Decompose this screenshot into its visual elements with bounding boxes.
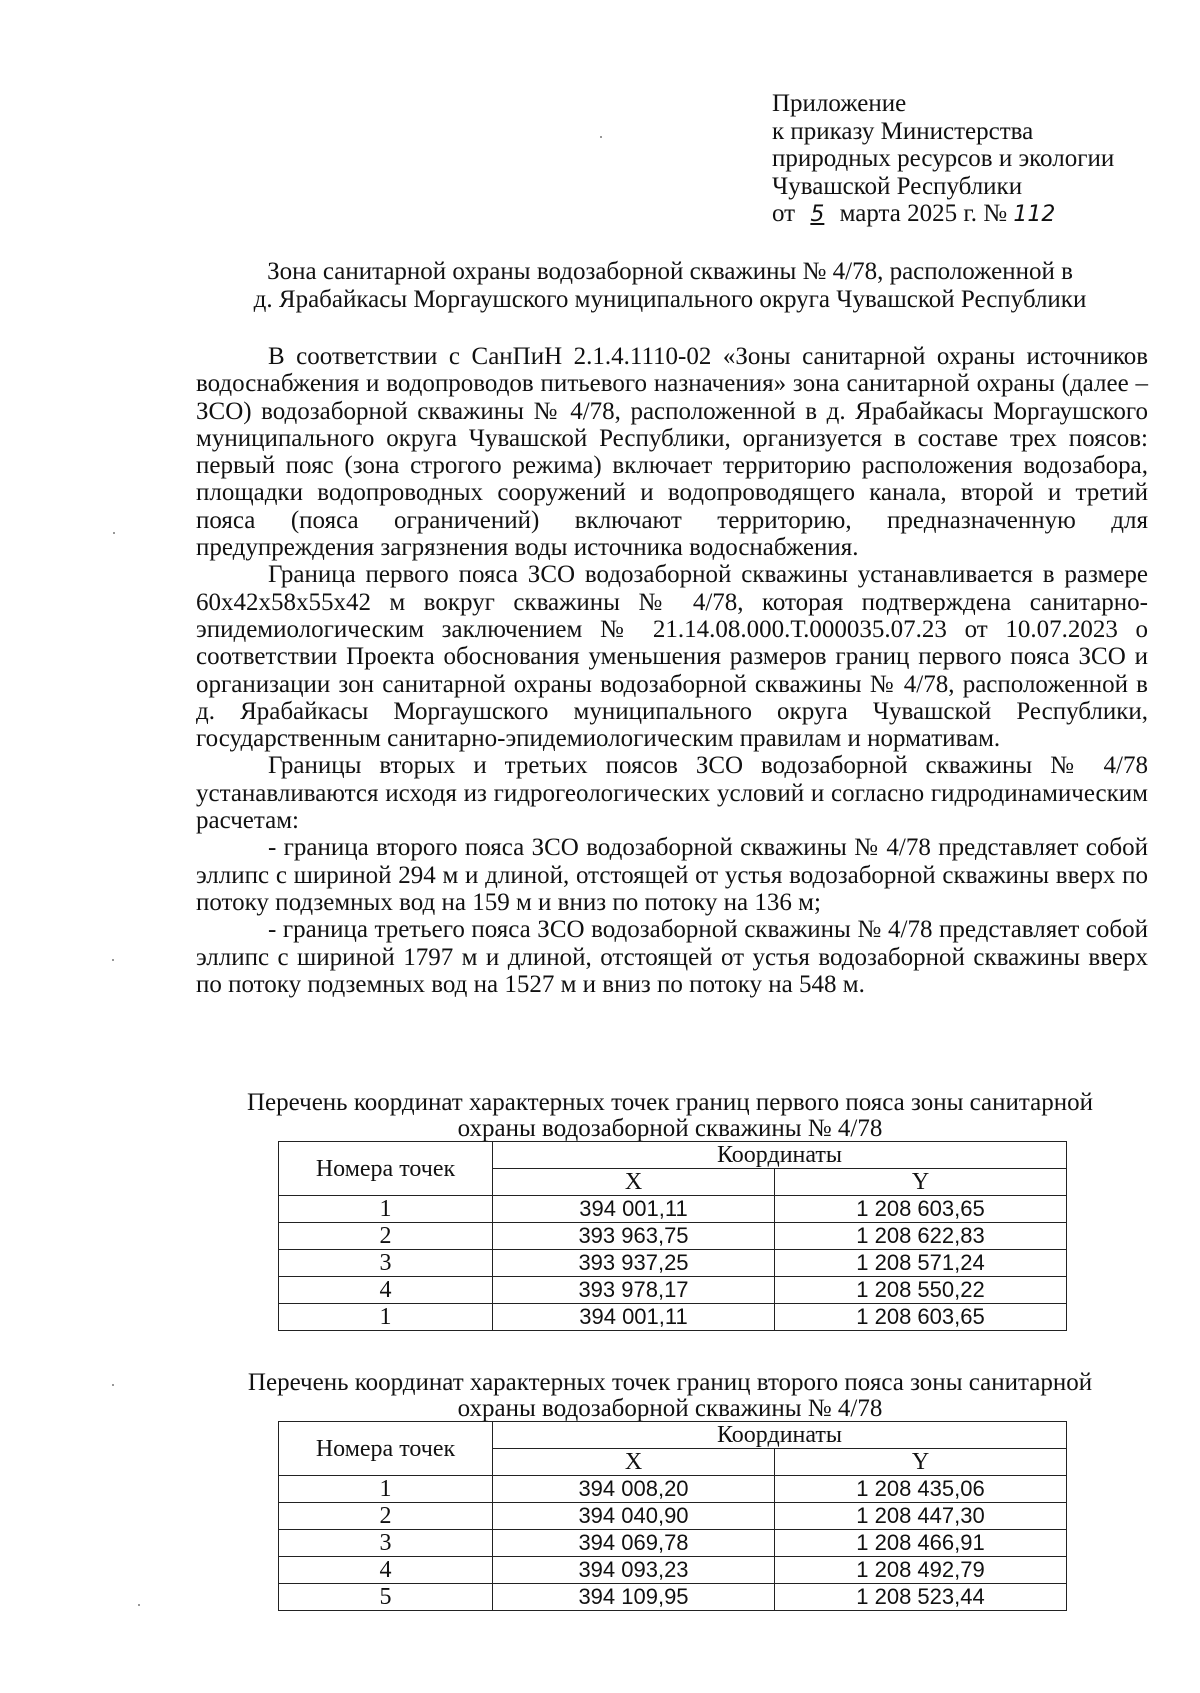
- coord-y: 1 208 435,06: [775, 1476, 1067, 1503]
- coord-y: 1 208 603,65: [775, 1196, 1067, 1223]
- coord-x: 393 978,17: [493, 1277, 775, 1304]
- coord-y: 1 208 603,65: [775, 1304, 1067, 1331]
- coord-y: 1 208 571,24: [775, 1250, 1067, 1277]
- table-row: [279, 1557, 1067, 1584]
- header-date-line: [772, 200, 1172, 229]
- coord-x: 394 109,95: [493, 1584, 775, 1611]
- handwritten-order-number: 112: [1013, 202, 1056, 227]
- point-number: 2: [279, 1503, 493, 1530]
- point-number: 1: [279, 1196, 493, 1223]
- coord-y: 1 208 523,44: [775, 1584, 1067, 1611]
- table-row: [279, 1503, 1067, 1530]
- point-number: 1: [279, 1304, 493, 1331]
- title-line-1: Зона санитарной охраны водозаборной скважины № 4/78, расположенной в: [267, 258, 1073, 285]
- header-y: Y: [775, 1169, 1067, 1196]
- table-row: [279, 1304, 1067, 1331]
- coord-x: 394 001,11: [493, 1304, 775, 1331]
- coord-x: 394 069,78: [493, 1530, 775, 1557]
- table1-caption: [190, 1090, 1150, 1142]
- table-row: [279, 1250, 1067, 1277]
- paragraph-5: - граница третьего пояса ЗСО водозаборной скважины № 4/78 представляет собой эллипс с шириной 1797 м и длиной, отстоящей от устья водозаборной скважины вверх по потоку подземных вод на 1527 м и вниз по потоку на 548 м.: [196, 916, 1148, 998]
- coord-y: 1 208 622,83: [775, 1223, 1067, 1250]
- coordinates-table-first-zone: [278, 1141, 1067, 1331]
- header-line-2: к приказу Министерства: [772, 117, 1034, 145]
- paragraph-4: - граница второго пояса ЗСО водозаборной скважины № 4/78 представляет собой эллипс с шириной 294 м и длиной, отстоящей от устья водозаборной скважины вверх по потоку подземных вод на 159 м и вниз по потоку на 136 м;: [196, 834, 1148, 916]
- header-coordinates: Координаты: [493, 1422, 1067, 1449]
- header-x: X: [493, 1449, 775, 1476]
- coord-y: 1 208 447,30: [775, 1503, 1067, 1530]
- table-row: [279, 1584, 1067, 1611]
- coord-x: 394 040,90: [493, 1503, 775, 1530]
- paragraph-2: Граница первого пояса ЗСО водозаборной скважины устанавливается в размере 60х42х58х55х42 м вокруг скважины № 4/78, которая подтверждена санитарно-эпидемиологическим заключением № 21.14.08.000.Т.000035.07.23 от 10.07.2023 о соответствии Проекта обоснования уменьшения размеров границ первого пояса ЗСО и организации зон санитарной охраны водозаборной скважины № 4/78, расположенной в д. Ярабайкасы Моргаушского муниципального округа Чувашской Республики, государственным санитарно-эпидемиологическим правилам и нормативам.: [196, 561, 1148, 753]
- table-row: [279, 1530, 1067, 1557]
- scan-speck: [113, 532, 115, 534]
- paragraph-3: Границы вторых и третьих поясов ЗСО водозаборной скважины № 4/78 устанавливаются исходя из гидрогеологических условий и согласно гидродинамическим расчетам:: [196, 752, 1148, 835]
- table-row: [279, 1196, 1067, 1223]
- handwritten-day: 5: [810, 202, 825, 227]
- header-coordinates: Координаты: [493, 1142, 1067, 1169]
- coordinates-table-second-zone: [278, 1421, 1067, 1611]
- header-line-3: природных ресурсов и экологии: [772, 145, 1115, 172]
- point-number: 3: [279, 1530, 493, 1557]
- table-row: [279, 1277, 1067, 1304]
- coord-x: 393 963,75: [493, 1223, 775, 1250]
- date-middle: марта 2025 г. №: [839, 200, 1008, 227]
- table2-caption-line-2: охраны водозаборной скважины № 4/78: [457, 1395, 883, 1422]
- document-title: [190, 258, 1150, 314]
- header-line-1: Приложение: [772, 90, 907, 117]
- point-number: 1: [279, 1476, 493, 1503]
- table-row: [279, 1223, 1067, 1250]
- coord-x: 393 937,25: [493, 1250, 775, 1277]
- scan-speck: [138, 1604, 140, 1606]
- table2-caption: [190, 1370, 1150, 1422]
- coord-x: 394 001,11: [493, 1196, 775, 1223]
- title-line-2: д. Ярабайкасы Моргаушского муниципального округа Чувашской Республики: [253, 286, 1087, 313]
- scan-speck: [112, 959, 114, 961]
- table1-caption-line-1: Перечень координат характерных точек границ первого пояса зоны санитарной: [247, 1089, 1093, 1116]
- header-line-4: Чувашской Республики: [772, 172, 1023, 200]
- header-points: Номера точек: [279, 1142, 493, 1196]
- coord-y: 1 208 492,79: [775, 1557, 1067, 1584]
- table2-caption-line-1: Перечень координат характерных точек границ второго пояса зоны санитарной: [247, 1369, 1093, 1396]
- header-y: Y: [775, 1449, 1067, 1476]
- point-number: 2: [279, 1223, 493, 1250]
- table1-caption-line-2: охраны водозаборной скважины № 4/78: [457, 1115, 883, 1142]
- appendix-header: [772, 90, 1172, 229]
- coord-x: 394 008,20: [493, 1476, 775, 1503]
- document-body: [196, 343, 1148, 998]
- scan-speck: [600, 136, 602, 138]
- coord-y: 1 208 550,22: [775, 1277, 1067, 1304]
- scan-speck: [112, 1384, 114, 1386]
- point-number: 3: [279, 1250, 493, 1277]
- table-row: [279, 1476, 1067, 1503]
- header-points: Номера точек: [279, 1422, 493, 1476]
- coord-x: 394 093,23: [493, 1557, 775, 1584]
- point-number: 4: [279, 1557, 493, 1584]
- header-x: X: [493, 1169, 775, 1196]
- paragraph-1: В соответствии с СанПиН 2.1.4.1110-02 «Зоны санитарной охраны источников водоснабжения и водопроводов питьевого назначения» зона санитарной охраны (далее – ЗСО) водозаборной скважины № 4/78, расположенной в д. Ярабайкасы Моргаушского муниципального округа Чувашской Республики, организуется в составе трех поясов: первый пояс (зона строгого режима) включает территорию расположения водозабора, площадки водопроводных сооружений и водопроводящего канала, второй и третий пояса (пояса ограничений) включают территорию, предназначенную для предупреждения загрязнения воды источника водоснабжения.: [196, 343, 1148, 562]
- point-number: 4: [279, 1277, 493, 1304]
- date-prefix: от: [772, 200, 796, 227]
- coord-y: 1 208 466,91: [775, 1530, 1067, 1557]
- point-number: 5: [279, 1584, 493, 1611]
